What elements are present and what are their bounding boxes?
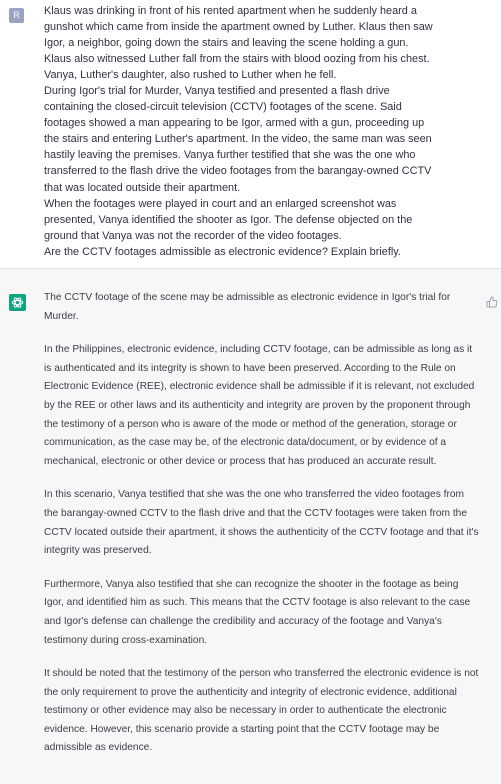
- response-paragraph: It should be noted that the testimony of the person who transferred the electronic evidence is not the only requirement to prove the authenticity and integrity of electronic evidence, additional testimony or other evidence may also be necessary in order to authenticate the electronic evidence. However, this scenario provide a starting point that the CCTV footage may be admissible as evidence.: [44, 668, 479, 754]
- user-message-line: During Igor's trial for Murder, Vanya testified and presented a flash drive: [44, 85, 390, 98]
- user-message-line: Vanya, Luther's daughter, also rushed to Luther when he fell.: [44, 69, 337, 82]
- user-avatar: R: [9, 8, 24, 23]
- openai-logo-icon: [9, 294, 26, 311]
- response-paragraph: In this scenario, Vanya testified that she was the one who transferred the video footages from the barangay-owned CCTV to the flash drive and that the CCTV footages were taken from the CCTV located outside their apartment, it shows the authenticity of the CCTV footage and that it's integrity was preserved.: [44, 489, 479, 557]
- user-message-line: Are the CCTV footages admissible as electronic evidence? Explain briefly.: [44, 245, 401, 258]
- user-message-line: Klaus was drinking in front of his rented apartment when he suddenly heard a: [44, 5, 417, 17]
- user-message-line: ground that Vanya was not the recorder of the video footages.: [44, 229, 342, 242]
- user-message-line: gunshot which came from inside the apartment owned by Luther. Klaus then saw: [44, 21, 433, 34]
- user-message-text: [44, 3, 444, 260]
- user-message-line: Klaus also witnessed Luther fall from the stairs with blood oozing from his chest.: [44, 53, 430, 66]
- response-paragraph: In the Philippines, electronic evidence, including CCTV footage, can be admissible as long as it is authenticated and its integrity is shown to have been preserved. According to the Rule on Electronic Evidence (REE), electronic evidence shall be admissible if it is relevant, not excluded by the REE or other laws and its authenticity and integrity are proven by the proponent through the testimony of a person who is aware of the mode or method of the generation, storage or communication, as the case may be, of the electronic data/document, or by evidence of a mechanical, electronic or other device or process that has produced an accurate result.: [44, 344, 475, 467]
- user-message: [0, 0, 501, 269]
- user-message-line: presented, Vanya identified the shooter as Igor. The defense objected on the: [44, 213, 413, 226]
- assistant-message-text: [44, 289, 480, 758]
- user-message-line: containing the closed-circuit television (CCTV) footages of the scene. Said: [44, 101, 402, 114]
- response-paragraph: Furthermore, Vanya also testified that she can recognize the shooter in the footage as being Igor, and identified him as such. This means that the CCTV footage is also relevant to the case and Igor's defense can challenge the credibility and accuracy of the footage and Vanya's testimony during cross-examination.: [44, 578, 471, 646]
- response-paragraph: The CCTV footage of the scene may be admissible as electronic evidence in Igor's trial for Murder.: [44, 292, 451, 322]
- user-message-line: Igor, a neighbor, going down the stairs and leaving the scene holding a gun.: [44, 37, 409, 50]
- user-message-line: When the footages were played in court and an enlarged screenshot was: [44, 197, 397, 210]
- thumbs-up-icon[interactable]: [486, 295, 498, 307]
- user-message-line: hastily leaving the premises. Vanya further testified that she was the one who: [44, 149, 416, 162]
- user-message-line: footages showed a man appearing to be Igor, armed with a gun, proceeding up: [44, 117, 425, 130]
- assistant-message: [0, 269, 501, 784]
- user-message-line: the stairs and entering Luther's apartment. In the video, the same man was seen: [44, 133, 432, 146]
- user-message-line: transferred to the flash drive the video footages from the barangay-owned CCTV: [44, 165, 432, 178]
- user-message-line: that was located outside their apartment.: [44, 181, 241, 194]
